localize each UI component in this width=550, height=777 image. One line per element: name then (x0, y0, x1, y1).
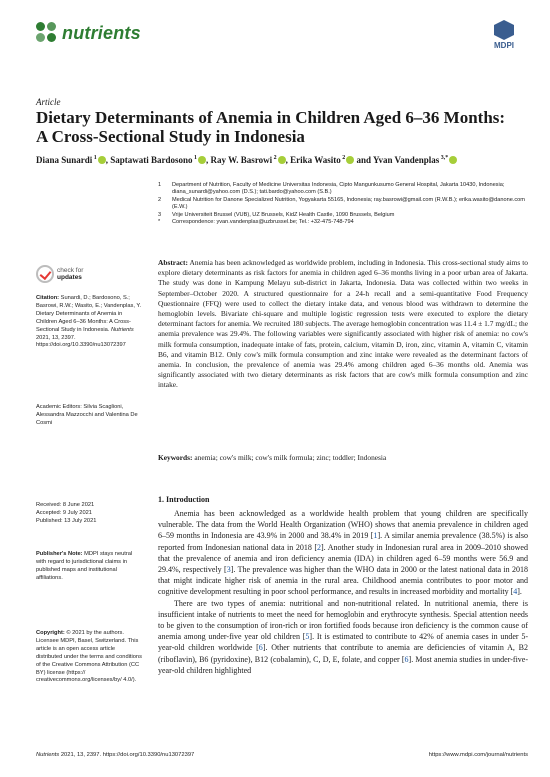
paragraph-text: ]. Most anemia studies in under-five-year-old children highlighted (158, 654, 529, 675)
citation-label: Citation: (36, 295, 60, 301)
reference-link[interactable]: 4 (513, 587, 518, 597)
orcid-icon[interactable] (98, 156, 106, 164)
affiliation-number: 3 (158, 211, 162, 218)
publisher-note-text: MDPI stays neutral with regard to jurisdictional claims in published maps and institutional affiliations. (36, 551, 133, 581)
section-heading: 1. Introduction (158, 495, 210, 504)
publisher-logo-text: MDPI (494, 41, 514, 50)
copyright-notice (36, 630, 142, 685)
date-published: Published: 13 July 2021 (36, 517, 97, 524)
affiliation-item (158, 212, 528, 219)
orcid-icon[interactable] (346, 156, 354, 164)
affiliation-number: 2 (158, 196, 162, 203)
mdpi-hexagon-icon (494, 20, 514, 40)
affiliation-item (158, 219, 528, 226)
affiliation-text: Medical Nutrition for Danone Specialized Nutrition, Yogyakarta 55165, Indonesia; ray.basrowi@gmail.com (R.W.B.); erika.wasito@danone.com (E.W.) (172, 196, 525, 211)
author-affiliation-mark: 1 (192, 155, 198, 161)
author-affiliation-mark: 2 (272, 155, 277, 161)
author-name[interactable]: Erika Wasito (290, 155, 341, 165)
article-title: Dietary Determinants of Anemia in Children Aged 6–36 Months: A Cross-Sectional Study in Indonesia (36, 108, 506, 146)
mdpi-logo[interactable] (494, 20, 514, 50)
author-name[interactable]: Ray W. Basrowi (210, 155, 273, 165)
orcid-icon[interactable] (449, 156, 457, 164)
footer-journal-url[interactable]: https://www.mdpi.com/journal/nutrients (428, 752, 528, 758)
date-accepted: Accepted: 9 July 2021 (36, 509, 92, 516)
reference-link[interactable]: 2 (317, 542, 322, 552)
paragraph-text: ]. Other nutrients that contribute to anemia are deficiencies of vitamin A, B2 (riboflavin), B6 (pyridoxine), B12 (cobalamin), C, D, E, folate, and copper [ (158, 643, 528, 664)
affiliation-number: * (158, 219, 161, 226)
abstract (158, 258, 528, 391)
check-for-updates-button[interactable] (36, 265, 83, 283)
check-updates-line1: check for (57, 267, 84, 274)
affiliation-item (158, 197, 528, 212)
page-footer (36, 752, 528, 758)
orcid-icon[interactable] (278, 156, 286, 164)
author-affiliation-mark: 1 (92, 155, 97, 161)
introduction-text (158, 508, 528, 676)
citation-journal: Nutrients (110, 326, 134, 333)
paragraph-text: There are two types of anemia: nutritional and non-nutritional related. In nutritional anemia, there is insufficient intake of nutrients to meet the need for hemoglobin and erythrocyte synthesis. Special attention needs to be given to the consumption of iron-rich or iron fortified foods because iron deficiency is the common cause of anemia among under-five year old children [ (158, 598, 528, 642)
footer-citation: Nutrients 2021, 13, 2397. https://doi.org/10.3390/nu13072397 (36, 752, 195, 758)
publisher-note (36, 551, 142, 583)
academic-editors: Academic Editors: Silvia Scaglioni, Alessandra Mazzocchi and Valentina De Cosmi (36, 404, 138, 426)
reference-link[interactable]: 6 (258, 643, 263, 653)
citation-text: Sunardi, D.; Bardosono, S.; Basrowi, R.W.; Wasito, E.; Vandenplas, Y. Dietary Determinants of Anemia in Children Aged 6–36 Months: A Cross-Sectional Study in Indonesia. (36, 295, 142, 333)
publisher-note-label: Publisher's Note: (36, 551, 83, 557)
affiliation-number: 1 (158, 182, 162, 188)
journal-logo-icon (36, 22, 58, 44)
check-updates-line2: updates (57, 274, 82, 281)
date-received: Received: 8 June 2021 (36, 502, 95, 508)
reference-link[interactable]: 1 (373, 531, 378, 541)
article-type: Article (36, 97, 61, 107)
reference-link[interactable]: 5 (305, 632, 310, 642)
paragraph-text: Anemia has been acknowledged as a worldwide health problem that young children are specifically vulnerable. The data from the World Health Organization (WHO) shows that anemia prevalence in children aged 6–59 months in Indonesia are 43.9% in 2000 and 38.4% in 2019 [ (158, 509, 528, 541)
citation-doi[interactable]: 2021, 13, 2397. https://doi.org/10.3390/nu13072397 (36, 334, 126, 349)
copyright-label: Copyright: (36, 630, 65, 636)
journal-logo[interactable] (36, 22, 141, 44)
copyright-text: © 2021 by the authors. Licensee MDPI, Basel, Switzerland. This article is an open access article distributed under the terms and conditions of the Creative Commons Attribution (CC BY) license (https:// creativecommons.org/licenses/by/ 4.0/). (36, 630, 142, 684)
author-affiliation-mark: 3,* (439, 155, 449, 161)
affiliation-item (158, 182, 528, 197)
author-list: Diana Sunardi $^1$ , Saptawati Bardosono $^1$ , Ray W. Basrowi $^2$ , Erika Wasito $^2$ and Yvan Vandenplas $^{3,*}$ (36, 155, 526, 165)
author-name[interactable]: Saptawati Bardosono (110, 155, 193, 165)
paragraph-text: ]. A similar anemia prevalence (38.5%) is also reported from Indonesian national data in 2018 [ (158, 531, 528, 552)
paragraph-text: ]. Another study in Indonesian rural area in 2009–2010 showed that the prevalence of anemia and iron deficiency anemia (IDA) in children aged 6–59 months were 56.9 and 29.4%, respectively [ (158, 542, 528, 575)
paragraph-text: ]. (517, 587, 522, 597)
check-updates-icon (36, 265, 54, 283)
author-affiliation-mark: 2 (340, 155, 346, 161)
abstract-label: Abstract: (158, 258, 188, 267)
body-paragraph (158, 598, 528, 676)
author-name[interactable]: Yvan Vandenplas (372, 155, 440, 165)
affiliations (158, 182, 528, 226)
reference-link[interactable]: 3 (226, 565, 231, 575)
orcid-icon[interactable] (198, 156, 206, 164)
paragraph-text: ]. It is estimated to contribute to 42% of anemia cases in under 5-year-old children worldwide [ (158, 632, 529, 653)
citation-block (36, 295, 142, 350)
paragraph-text: ]. The prevalence was higher than the WHO data in 2000 or the latest national data in 2018 that might indicate higher risk of anemia in the rural area. Childhood anemia contributes to poor motor and cognitive development resulting in poor school performance, and results in increased morbidity and mortality [ (158, 565, 528, 597)
keywords-label: Keywords: (158, 453, 193, 462)
reference-link[interactable]: 6 (404, 654, 409, 664)
affiliation-text: Vrije Universiteit Brussel (VUB), UZ Brussels, KidZ Health Castle, 1090 Brussels, Belgium (172, 211, 395, 218)
author-name[interactable]: Diana Sunardi (36, 155, 93, 165)
keywords (158, 453, 528, 463)
affiliation-text: Department of Nutrition, Faculty of Medicine Universitas Indonesia, Cipto Mangunkusumo General Hospital, Jakarta 10430, Indonesia; diana_sunardi@yahoo.com (D.S.); tati.bardo@yahoo.com (S.B.) (172, 182, 505, 196)
publication-dates (36, 502, 142, 526)
body-paragraph (158, 508, 528, 598)
affiliation-text: Correspondence: yvan.vandenplas@uzbrussel.be; Tel.: +32-475-748-794 (172, 219, 354, 226)
keywords-text: anemia; cow's milk; cow's milk formula; zinc; toddler; Indonesia (194, 453, 387, 462)
abstract-text: Anemia has been acknowledged as worldwide problem, including in Indonesia. This cross-sectional study aims to explore dietary determinants as risk factors for anemia in children aged 6–36 months living in a poor urban area of Jakarta. The study was done in Kampung Melayu sub-district in Jakarta, Indonesia. Data was collected within two weeks in September–October 2020. A structured questionnaire for a 24-h recall and a semi-quantitative Food Frequency Questionnaire (FFQ) were used to collect the dietary intake data, and venous blood was withdrawn to determine the hemoglobin levels. Bivariate chi-square and multiple logistic regression tests were executed to explore the dietary determinant factors for anemia. We recruited 180 subjects. The average hemoglobin concentration was 11.4 ± 1.7 mg/dL; the anemia prevalence was 29.4%. The following variables were significantly associated with higher risk of anemia: no cow's milk formula consumption, inadequate intake of fats, protein, calcium, vitamin D, iron, zinc, vitamin A, vitamin C, vitamin B6, and vitamin B12. Only cow's milk formula consumption and zinc intake were revealed as the determinant factors of anemia. In conclusion, the prevalence of anemia was 29.4% among children aged 6–36 months old. Anemia was significantly associated with two dietary determinants as risk factors that are cow's milk formula consumption and zinc intake. (158, 258, 528, 390)
journal-name: nutrients (62, 22, 141, 43)
